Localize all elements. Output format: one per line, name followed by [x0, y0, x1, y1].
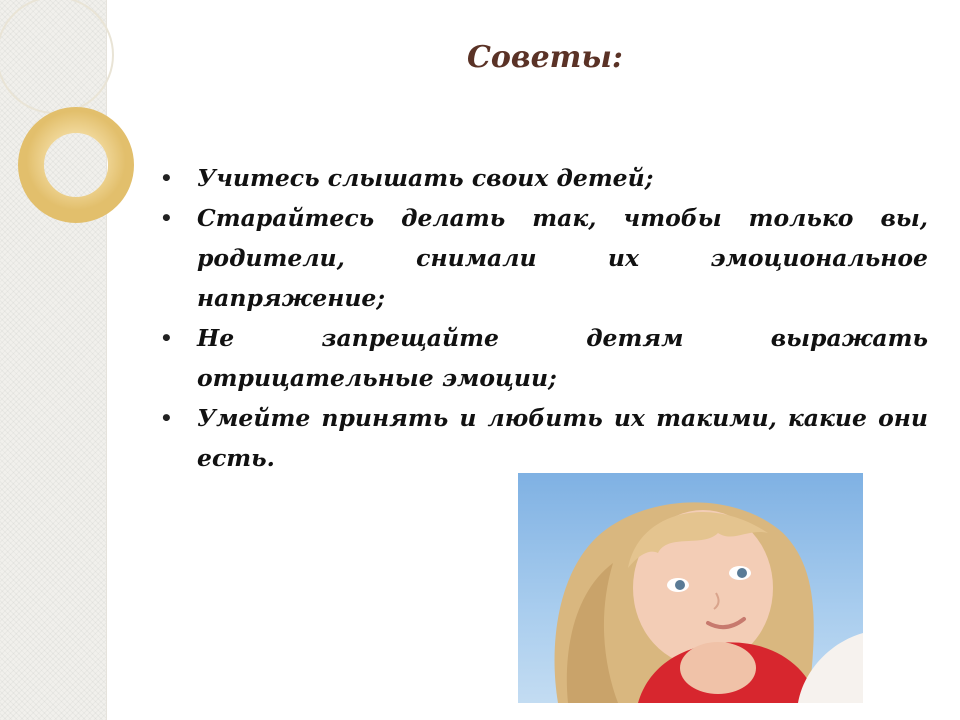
bullet-icon: •	[160, 206, 173, 230]
list-item	[160, 398, 928, 478]
tips-list	[160, 158, 928, 478]
tip-text: Учитесь слышать своих детей;	[197, 164, 654, 192]
bullet-icon: •	[160, 326, 173, 350]
decorative-rings	[0, 0, 140, 260]
slide-title: Советы:	[466, 40, 624, 75]
list-item	[160, 318, 928, 398]
tip-text: Не запрещайте детям выражать отрицательные эмоции;	[197, 324, 928, 392]
child-photo	[518, 473, 863, 703]
list-item	[160, 158, 928, 198]
tip-text: Старайтесь делать так, чтобы только вы, родители, снимали их эмоциональное напряжение;	[197, 204, 928, 312]
tip-text: Умейте принять и любить их такими, какие они есть.	[197, 404, 928, 472]
child-illustration	[518, 473, 863, 703]
list-item	[160, 198, 928, 318]
outline-ring	[0, 0, 113, 113]
bullet-icon: •	[160, 406, 173, 430]
gold-ring	[31, 120, 121, 210]
bullet-icon: •	[160, 166, 173, 190]
